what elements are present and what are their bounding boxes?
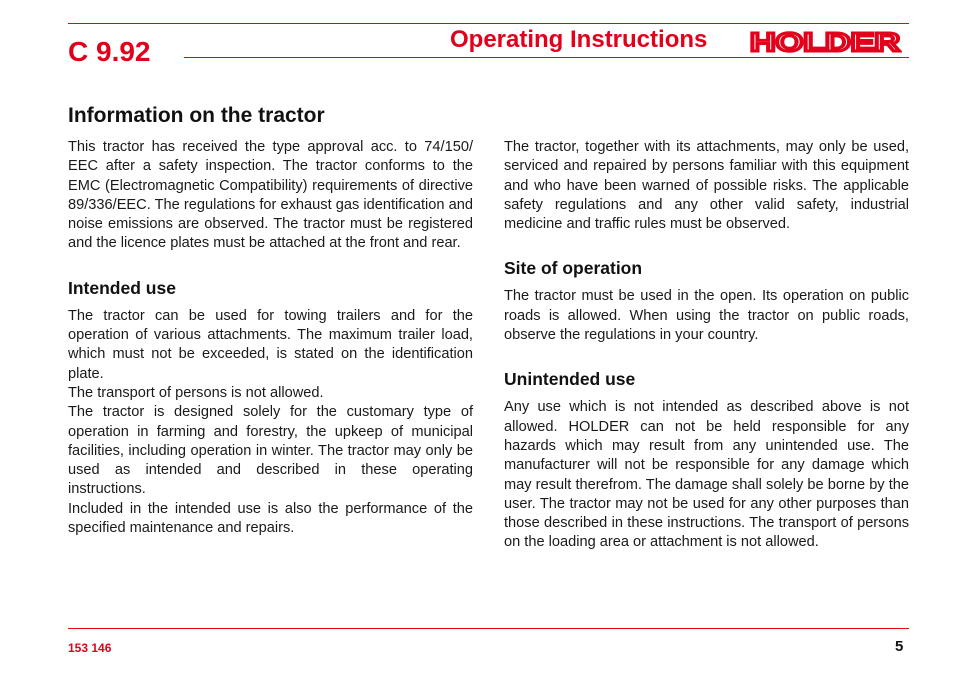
unintended-use-heading: Unintended use	[504, 369, 636, 390]
intended-use-heading: Intended use	[68, 277, 176, 298]
left-column	[68, 138, 473, 538]
model-number: C 9.92	[68, 36, 151, 67]
intended-use-paragraph-1: The tractor can be used for towing trailers and for the operation of various attachments. The maximum trailer load, which must not be exceeded, is stated on the identification plate.	[68, 307, 473, 382]
intended-use-paragraph-2: The transport of persons is not allowed.	[68, 384, 324, 401]
unintended-use-paragraph: Any use which is not intended as described above is not allowed. HOLDER can not be held responsible for any hazards which may result from any unintended use. The manufacturer will not be responsible for any damage which may result therefrom. The damage shall solely be borne by the user. The tractor may not be used for any other purposes than those described in these instructions. The transport of persons on the loading area or attachment is not allowed.	[504, 399, 909, 551]
section-title: Information on the tractor	[68, 104, 325, 127]
site-of-operation-heading: Site of operation	[504, 258, 643, 279]
footer-rule	[68, 628, 909, 629]
site-of-operation-paragraph: The tractor must be used in the open. Its operation on public roads is allowed. When using the tractor on public roads, observe the regulations in your country.	[504, 288, 909, 344]
holder-logo-graphic	[750, 30, 902, 54]
header-top-rule	[68, 23, 909, 24]
right-column	[504, 138, 909, 553]
document-number: 153 146	[68, 641, 112, 655]
svg-text:HOLDER: HOLDER	[750, 30, 901, 54]
intended-use-paragraph-4: Included in the intended use is also the performance of the specified maintenance and repairs.	[68, 500, 473, 537]
intended-use-paragraph-3: The tractor is designed solely for the customary type of operation in farming and forestry, the upkeep of municipal facilities, including operation in winter. The tractor may only be used as intended and described in these operating instructions.	[68, 404, 473, 498]
page-number: 5	[895, 638, 904, 655]
header-title: Operating Instructions	[450, 26, 708, 53]
holder-logo	[750, 30, 902, 59]
intro-paragraph: This tractor has received the type approval acc. to 74/150/ EEC after a safety inspection. The tractor conforms to the EMC (Electromagnetic Compatibility) requirements of directive 89/336/EEC. The regulations for exhaust gas identification and noise emissions are observed. The tractor must be registered and the licence plates must be attached at the front and rear.	[68, 139, 473, 252]
personnel-paragraph: The tractor, together with its attachments, may only be used, serviced and repaired by persons familiar with this equipment and who have been warned of possible risks. The applicable safety regulations and any other valid safety, industrial medicine and traffic rules must be observed.	[504, 139, 909, 233]
